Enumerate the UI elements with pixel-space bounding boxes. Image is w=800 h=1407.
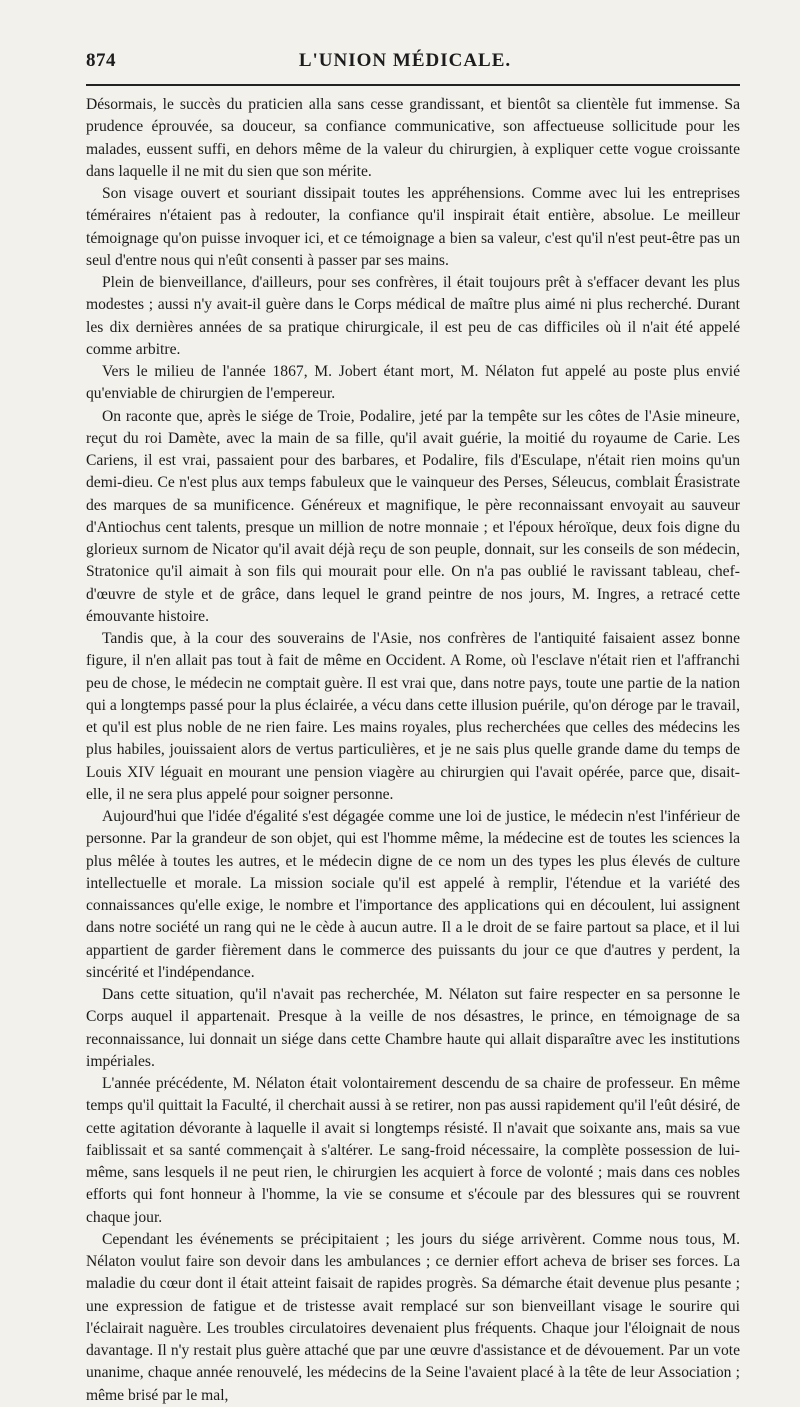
paragraph: Aujourd'hui que l'idée d'égalité s'est dégagée comme une loi de justice, le médecin n'est l'inférieur de personne. Par la grandeur de son objet, qui est l'homme même, la médecine est de toutes les sciences la plus mêlée à toutes les autres, et le médecin digne de ce nom un des types les plus élevés de culture intellectuelle et morale. La mission sociale qu'il est appelé à remplir, l'étendue et la variété des connaissances qu'elle exige, le nombre et l'importance des applications qui en découlent, lui assignent dans notre société un rang qui ne le cède à aucun autre. Il a le droit de se faire partout sa place, et il lui appartient de garder fièrement dans le commerce des puissants du jour ce que d'autres y perdent, la sincérité et l'indépendance. [86, 808, 740, 981]
page-header [86, 46, 724, 76]
header-rule [86, 84, 740, 86]
paragraph: Dans cette situation, qu'il n'avait pas recherchée, M. Nélaton sut faire respecter en sa personne le Corps auquel il appartenait. Presque à la veille de nos désastres, le prince, en témoignage de sa reconnaissance, lui donnait un siége dans cette Chambre haute qui allait disparaître avec les institutions impériales. [86, 986, 740, 1070]
running-title: L'UNION MÉDICALE. [298, 50, 512, 71]
paragraph: Son visage ouvert et souriant dissipait toutes les appréhensions. Comme avec lui les entreprises téméraires n'étaient pas à redouter, la confiance qu'il inspirait était entière, absolue. Le meilleur témoignage qu'on puisse invoquer ici, et ce témoignage a bien sa valeur, c'est qu'il n'est peut-être pas un seul d'entre nous qui n'eût consenti à passer par ses mains. [86, 185, 740, 269]
paragraph: Plein de bienveillance, d'ailleurs, pour ses confrères, il était toujours prêt à s'effacer devant les plus modestes ; aussi n'y avait-il guère dans le Corps médical de maître plus aimé ni plus recherché. Durant les dix dernières années de sa pratique chirurgicale, il est peu de cas difficiles où il n'ait été appelé comme arbitre. [86, 274, 740, 358]
paragraph: L'année précédente, M. Nélaton était volontairement descendu de sa chaire de professeur. En même temps qu'il quittait la Faculté, il cherchait aussi à se retirer, non pas aussi rapidement qu'il l'eût désiré, de cette agitation dévorante à laquelle il avait si longtemps résisté. Il n'avait que soixante ans, mais sa vue faiblissait et sa santé commençait à s'altérer. Le sang-froid nécessaire, la complète possession de lui-même, sans lesquels il ne peut rien, le chirurgien les acquiert à force de volonté ; mais dans ces nobles efforts qui font honneur à l'homme, la vie se consume et s'écoule par des blessures qui se rouvrent chaque jour. [86, 1075, 740, 1226]
page-number: 874 [86, 50, 116, 71]
paragraph: On raconte que, après le siége de Troie, Podalire, jeté par la tempête sur les côtes de l'Asie mineure, reçut du roi Damète, avec la main de sa fille, qu'il avait guérie, la moitié du royaume de Carie. Les Cariens, il est vrai, passaient pour des barbares, et Podalire, fils d'Esculape, n'était rien moins qu'un demi-dieu. Ce n'est plus aux temps fabuleux que le vainqueur des Perses, Séleucus, comblait Érasistrate des marques de sa munificence. Généreux et magnifique, le père reconnaissant envoyait au sauveur d'Antiochus cent talents, presque un million de notre monnaie ; et l'époux héroïque, deux fois digne du glorieux surnom de Nicator qu'il avait déjà reçu de son peuple, donnait, sur les conseils de son médecin, Stratonice qu'il aimait à son fils qui mourait pour elle. On n'a pas oublié le ravissant tableau, chef-d'œuvre de style et de grâce, dans lequel le grand peintre de nos jours, M. Ingres, a retracé cette émouvante histoire. [86, 407, 740, 625]
paragraph: Cependant les événements se précipitaient ; les jours du siége arrivèrent. Comme nous tous, M. Nélaton voulut faire son devoir dans les ambulances ; ce dernier effort acheva de briser ses forces. La maladie du cœur dont il était atteint faisait de rapides progrès. Sa démarche était devenue plus pesante ; une expression de fatigue et de tristesse avait remplacé sur son bienveillant visage le sourire qui l'éclairait naguère. Les troubles circulatoires devenaient plus fréquents. Chaque jour l'éloignait de nous davantage. Il n'y restait plus guère attaché que par une œuvre d'assistance et de dévouement. Par un vote unanime, chaque année renouvelé, les médecins de la Seine l'avaient placé à la tête de leur Association ; même brisé par le mal, [86, 1230, 740, 1404]
body-text [86, 94, 740, 1407]
paragraph: Vers le milieu de l'année 1867, M. Jobert étant mort, M. Nélaton fut appelé au poste plus envié qu'enviable de chirurgien de l'empereur. [86, 363, 740, 403]
paragraph: Désormais, le succès du praticien alla sans cesse grandissant, et bientôt sa clientèle fut immense. Sa prudence éprouvée, sa douceur, sa confiance communicative, son affectueuse sollicitude pour les malades, eussent suffi, en dehors même de la valeur du chirurgien, à expliquer cette vogue croissante dans laquelle il ne mit du sien que son mérite. [86, 96, 740, 180]
paragraph: Tandis que, à la cour des souverains de l'Asie, nos confrères de l'antiquité faisaient assez bonne figure, il n'en allait pas tout à fait de même en Occident. A Rome, où l'esclave n'était rien et l'affranchi peu de chose, le médecin ne comptait guère. Il est vrai que, dans notre pays, toute une partie de la nation qui a longtemps passé pour la plus éclairée, a vécu dans cette illusion puérile, qu'on déroge par le travail, et qu'il est plus noble de ne rien faire. Les mains royales, plus recherchées que celles des médecins les plus habiles, jouissaient alors de vertus particulières, et je ne sais plus quelle grande dame du temps de Louis XIV léguait en mourant une pension viagère au chirurgien qui l'avait opérée, parce que, disait-elle, il ne sera plus appelé pour soigner personne. [86, 630, 740, 803]
